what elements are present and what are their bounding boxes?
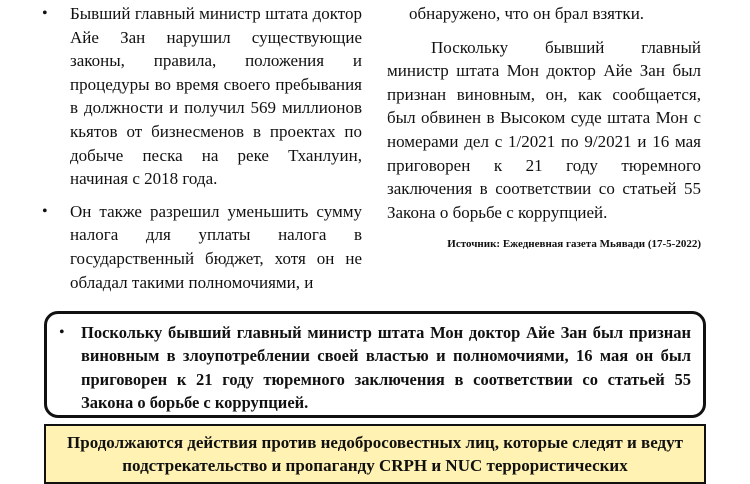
headline-box (44, 424, 706, 484)
headline-text: Продолжаются действия против недобросовестных лиц, которые следят и ведут подстрекательство и пропаганду CRPH и NUC террористических (67, 433, 683, 475)
list-item (59, 321, 691, 415)
list-item (36, 2, 362, 191)
body-paragraph: Поскольку бывший главный министр штата Мон доктор Айе Зан был признан виновным, он, как сообщается, был обвинен в Высоком суде штата Мон с номерами дел с 1/2021 по 9/2021 и 16 мая приговорен к 21 году тюремного заключения в соответствии со статьей 55 Закона о борьбе с коррупцией. (387, 37, 701, 222)
source-citation: Источник: Ежедневная газета Мьявади (17-5-2022) (447, 238, 701, 251)
bullet-text: Он также разрешил уменьшить сумму налога для уплаты налога в государственный бюджет, хотя он не обладал такими полномочиями, и (70, 201, 362, 292)
bullet-icon: • (42, 202, 48, 220)
right-column (387, 2, 701, 250)
bullet-icon: • (42, 5, 48, 22)
summary-text: Поскольку бывший главный министр штата Мон доктор Айе Зан был признан виновным в злоупотреблении своей властью и полномочиями, 16 мая он был приговорен к 21 году тюремного заключения в соответствии со статьей 55 Закона о борьбе с коррупцией. (81, 323, 691, 413)
summary-box (44, 311, 706, 418)
list-item (36, 200, 362, 294)
continuation-text: обнаружено, что он брал взятки. (409, 4, 645, 23)
bullet-text: Бывший главный министр штата доктор Айе Зан нарушил существующие законы, правила, положения и процедуры во время своего пребывания в должности и получил 569 миллионов кьятов от бизнесменов в проектах по добыче песка на реке Тханлуин, начиная с 2018 года. (70, 4, 362, 189)
left-bullet-list (36, 2, 362, 294)
left-column (36, 2, 362, 303)
bullet-icon: • (59, 324, 65, 341)
